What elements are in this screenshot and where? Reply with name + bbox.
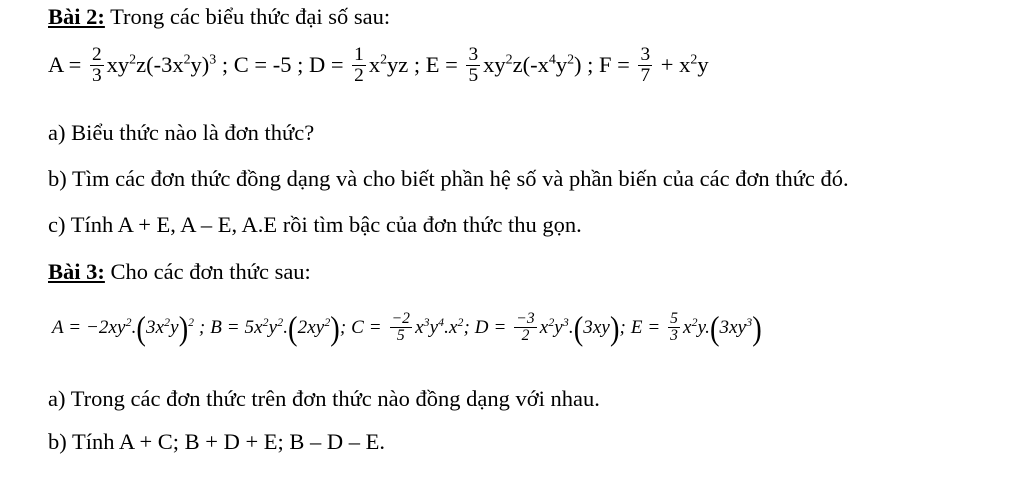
- fraction-numerator: −2: [391, 310, 411, 327]
- exercise3-heading-label: Bài 3:: [48, 259, 105, 284]
- exercise3-math-expression: [0, 310, 762, 349]
- math-A-inner-sup: 2: [164, 315, 171, 329]
- expr-A-body: xy: [106, 51, 130, 77]
- math-B-inner: 2xy: [297, 317, 325, 339]
- exercise2-item-c: c) Tính A + E, A – E, A.E rồi tìm bậc của đơn thức thu gọn.: [48, 212, 582, 237]
- math-D-body2: y: [554, 317, 563, 339]
- math-E-inner: 3xy: [719, 317, 747, 339]
- math-E-body2: y: [697, 317, 706, 339]
- paren-close: ): [330, 311, 340, 349]
- fraction-numerator: 1: [354, 44, 364, 65]
- fraction-numerator: 5: [670, 310, 679, 327]
- math-B-sup1: 2: [262, 315, 269, 329]
- fraction-3-7: [638, 45, 652, 87]
- exercise2-heading-text: Trong các biểu thức đại số sau:: [104, 4, 391, 29]
- paren-open: (: [573, 311, 584, 349]
- math-C-sup3: 2: [457, 315, 464, 329]
- math-sep2: ; C =: [339, 317, 387, 339]
- fraction-denominator: 2: [354, 65, 364, 87]
- math-C-sup1: 3: [423, 315, 430, 329]
- fraction-denominator: 3: [91, 65, 102, 87]
- fraction-neg2-5: [390, 311, 413, 345]
- paren-close: ): [609, 311, 620, 349]
- math-D-dot: .: [568, 317, 574, 339]
- math-D-sup1: 2: [548, 315, 555, 329]
- expr-E-body2: z(-x: [512, 51, 549, 77]
- exercise2-item-b: b) Tìm các đơn thức đồng dạng và cho biết phần hệ số và phần biến của các đơn thức đó.: [48, 166, 849, 191]
- expr-E-body3: y: [555, 51, 568, 77]
- math-sep4: ; E =: [619, 317, 666, 339]
- exercise2-heading: [0, 6, 390, 29]
- fraction-numerator: 3: [640, 44, 651, 65]
- expr-F-body: + x: [655, 51, 691, 77]
- fraction-denominator: 3: [670, 327, 679, 345]
- expr-A-sup2: 2: [183, 52, 191, 68]
- math-E-dot: .: [705, 317, 710, 339]
- paren-open: (: [709, 311, 720, 349]
- math-C-body3: .x: [444, 317, 458, 339]
- expr-A-body2: z(-3x: [136, 51, 184, 77]
- fraction-numerator: 2: [91, 44, 102, 65]
- exercise3-heading: [0, 261, 311, 284]
- fraction-1-2: [352, 45, 366, 87]
- paren-close: ): [178, 311, 189, 349]
- expr-F-body2: y: [697, 51, 709, 77]
- math-D-sup2: 3: [562, 315, 569, 329]
- fraction-numerator: −3: [516, 310, 535, 327]
- math-A-sup: 2: [125, 315, 132, 329]
- expr-A-body3: y): [190, 51, 210, 77]
- math-B-body: y: [268, 317, 278, 339]
- fraction-denominator: 7: [640, 65, 651, 87]
- expr-E-body: xy: [483, 51, 506, 77]
- math-A-part: A = −2xy: [52, 317, 126, 339]
- expr-D-sup1: 2: [380, 52, 388, 68]
- paren-close: ): [752, 311, 762, 349]
- expr-E-body4: ) ; F =: [574, 51, 636, 77]
- math-B-sup2: 2: [277, 315, 284, 329]
- expr-D-body2: yz ; E =: [387, 51, 464, 77]
- math-C-body: x: [415, 317, 424, 339]
- math-D-body: x: [539, 317, 549, 339]
- expr-sep1: ; C = -5 ; D =: [216, 51, 350, 77]
- expr-E-sup3: 2: [567, 52, 575, 68]
- paren-open: (: [288, 311, 298, 349]
- expr-F-sup1: 2: [690, 52, 698, 68]
- math-A-inner: 3x: [146, 317, 165, 339]
- fraction-denominator: 5: [390, 327, 413, 344]
- fraction-5-3: [668, 311, 680, 345]
- paren-open: (: [136, 311, 147, 349]
- expr-A-sup1: 2: [129, 52, 137, 68]
- expr-A-label: A =: [48, 51, 87, 77]
- exercise2-heading-label: Bài 2:: [48, 4, 105, 29]
- math-B-dot: .: [283, 317, 289, 339]
- math-A-inner2: y: [170, 317, 179, 339]
- expr-D-body: x: [368, 51, 381, 77]
- expr-E-sup1: 2: [505, 52, 513, 68]
- math-sep3: ; D =: [463, 317, 512, 339]
- exercise2-item-a: a) Biểu thức nào là đơn thức?: [48, 120, 315, 145]
- fraction-2-3: [90, 45, 104, 87]
- fraction-neg3-2: [514, 311, 537, 345]
- fraction-denominator: 2: [514, 327, 537, 344]
- math-E-sup1: 2: [691, 315, 698, 329]
- expr-E-sup2: 4: [548, 52, 556, 68]
- math-C-sup2: 4: [438, 315, 445, 329]
- math-B-inner-sup: 2: [324, 315, 331, 329]
- fraction-denominator: 5: [468, 65, 479, 87]
- math-E-inner-sup: 3: [746, 315, 753, 329]
- exercise3-item-a: a) Trong các đơn thức trên đơn thức nào đồng dạng với nhau.: [48, 386, 600, 411]
- fraction-3-5: [466, 45, 480, 87]
- math-A-dot: .: [131, 317, 137, 339]
- exercise2-expression: [0, 46, 709, 88]
- math-sep1: ; B = 5x: [194, 317, 263, 339]
- math-A-paren-sup: 2: [188, 316, 195, 329]
- exercise3-item-b: b) Tính A + C; B + D + E; B – D – E.: [48, 429, 386, 454]
- fraction-numerator: 3: [468, 44, 479, 65]
- math-C-body2: y: [429, 317, 439, 339]
- expr-A-sup3: 3: [209, 52, 217, 68]
- math-D-inner: 3xy: [583, 317, 610, 339]
- math-E-body: x: [683, 317, 692, 339]
- exercise3-heading-text: Cho các đơn thức sau:: [104, 259, 311, 284]
